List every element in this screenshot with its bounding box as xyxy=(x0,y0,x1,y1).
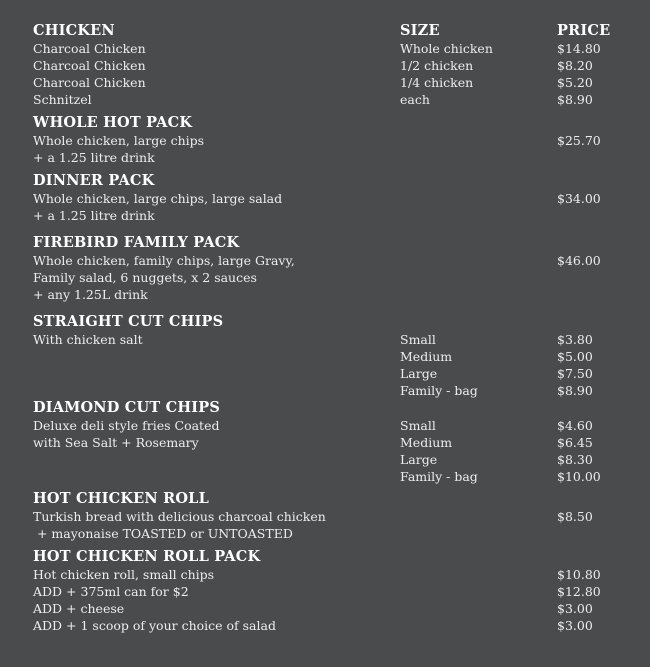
item-price: $8.50 xyxy=(557,509,593,524)
item-description: + a 1.25 litre drink xyxy=(33,150,155,165)
section-title-chicken: CHICKEN xyxy=(33,22,115,39)
item-size: Family - bag xyxy=(400,469,478,484)
item-price: $10.80 xyxy=(557,567,601,582)
item-size: Small xyxy=(400,418,436,433)
item-size: Large xyxy=(400,366,438,381)
item-price: $5.00 xyxy=(557,349,593,364)
item-description: Family salad, 6 nuggets, x 2 sauces xyxy=(33,270,257,285)
item-size: Whole chicken xyxy=(400,41,493,56)
item-price: $5.20 xyxy=(557,75,593,90)
section-title-whole-hot-pack: WHOLE HOT PACK xyxy=(33,114,193,131)
item-description: + a 1.25 litre drink xyxy=(33,208,155,223)
item-description: Deluxe deli style fries Coated xyxy=(33,418,220,433)
item-size: 1/4 chicken xyxy=(400,75,474,90)
item-size: Family - bag xyxy=(400,383,478,398)
item-name: Schnitzel xyxy=(33,92,92,107)
item-name: Charcoal Chicken xyxy=(33,75,146,90)
item-size: 1/2 chicken xyxy=(400,58,474,73)
item-price: $3.00 xyxy=(557,618,593,633)
item-description: Turkish bread with delicious charcoal chicken xyxy=(33,509,326,524)
item-price: $8.90 xyxy=(557,383,593,398)
item-price: $12.80 xyxy=(557,584,601,599)
item-description: + mayonaise TOASTED or UNTOASTED xyxy=(33,526,293,541)
item-size: Medium xyxy=(400,349,453,364)
item-description: with Sea Salt + Rosemary xyxy=(33,435,199,450)
size-column-header: SIZE xyxy=(400,22,440,39)
price-column-header: PRICE xyxy=(557,22,611,39)
item-name: Charcoal Chicken xyxy=(33,41,146,56)
item-name: ADD + cheese xyxy=(33,601,125,616)
item-description: Whole chicken, large chips xyxy=(33,133,205,148)
item-name: ADD + 375ml can for $2 xyxy=(33,584,189,599)
item-name: Hot chicken roll, small chips xyxy=(33,567,215,582)
item-size: Medium xyxy=(400,435,453,450)
item-price: $8.20 xyxy=(557,58,593,73)
section-title-diamond-chips: DIAMOND CUT CHIPS xyxy=(33,399,220,416)
item-price: $4.60 xyxy=(557,418,593,433)
item-description: + any 1.25L drink xyxy=(33,287,148,302)
item-price: $14.80 xyxy=(557,41,601,56)
item-price: $10.00 xyxy=(557,469,601,484)
item-description: With chicken salt xyxy=(33,332,143,347)
item-price: $3.00 xyxy=(557,601,593,616)
item-description: Whole chicken, family chips, large Gravy, xyxy=(33,253,295,268)
item-price: $25.70 xyxy=(557,133,601,148)
item-size: each xyxy=(400,92,430,107)
section-title-roll-pack: HOT CHICKEN ROLL PACK xyxy=(33,548,261,565)
section-title-straight-chips: STRAIGHT CUT CHIPS xyxy=(33,313,224,330)
section-title-family-pack: FIREBIRD FAMILY PACK xyxy=(33,234,240,251)
item-size: Small xyxy=(400,332,436,347)
item-size: Large xyxy=(400,452,438,467)
item-price: $34.00 xyxy=(557,191,601,206)
item-price: $7.50 xyxy=(557,366,593,381)
section-title-hot-roll: HOT CHICKEN ROLL xyxy=(33,490,209,507)
item-price: $46.00 xyxy=(557,253,601,268)
item-price: $6.45 xyxy=(557,435,593,450)
item-name: ADD + 1 scoop of your choice of salad xyxy=(33,618,276,633)
item-price: $8.90 xyxy=(557,92,593,107)
item-price: $3.80 xyxy=(557,332,593,347)
section-title-dinner-pack: DINNER PACK xyxy=(33,172,155,189)
item-price: $8.30 xyxy=(557,452,593,467)
item-name: Charcoal Chicken xyxy=(33,58,146,73)
item-description: Whole chicken, large chips, large salad xyxy=(33,191,283,206)
